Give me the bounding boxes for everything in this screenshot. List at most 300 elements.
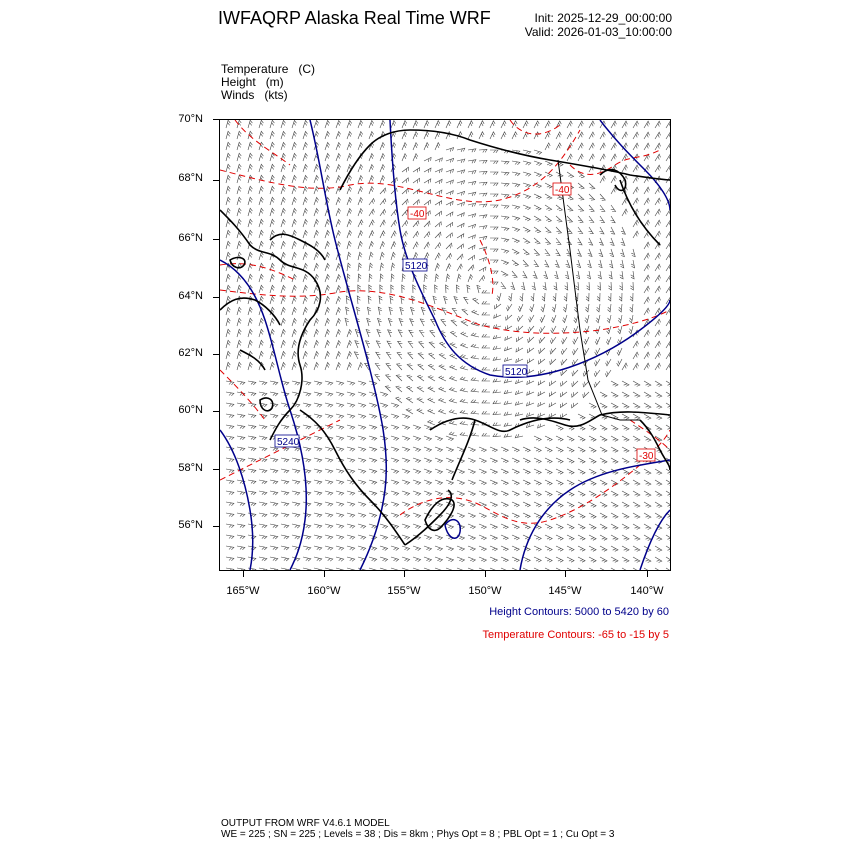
wind-barb: [314, 502, 322, 506]
wind-barb: [493, 401, 501, 404]
wind-barb: [369, 165, 374, 173]
wind-barb: [666, 308, 670, 315]
wind-barb: [424, 143, 429, 150]
wind-barb: [402, 425, 410, 430]
wind-barb: [430, 331, 435, 337]
wind-barb: [292, 351, 297, 359]
wind-barb: [450, 343, 457, 348]
wind-barb: [413, 242, 418, 249]
wind-barb: [292, 469, 300, 473]
wind-barb: [589, 546, 596, 551]
wind-barb: [556, 568, 563, 570]
wind-barb: [531, 293, 534, 301]
wind-barb: [369, 263, 373, 271]
wind-barb: [622, 546, 629, 551]
wind-barb: [325, 153, 330, 161]
wind-barb: [644, 392, 651, 398]
wind-barb: [270, 296, 274, 304]
wind-barb: [534, 205, 541, 210]
wind-barb: [325, 447, 333, 451]
variable-temperature: Temperature (C): [221, 62, 316, 76]
wind-barb: [655, 264, 661, 271]
wind-barb: [611, 568, 618, 570]
wind-barb: [544, 271, 548, 279]
wind-barb: [556, 238, 561, 244]
wind-barb: [629, 315, 633, 323]
wind-barb: [391, 414, 399, 419]
wind-barb: [545, 524, 552, 529]
wind-barb: [347, 143, 352, 151]
wind-barb: [611, 458, 618, 463]
wind-barb: [666, 143, 670, 150]
wind-barb: [472, 310, 479, 315]
wind-barb: [501, 557, 508, 562]
wind-barb: [457, 181, 465, 185]
wind-barb: [347, 403, 355, 407]
wind-barb: [396, 397, 402, 403]
wind-barb: [347, 274, 350, 282]
wind-barb: [336, 414, 344, 418]
wind-barb: [281, 351, 286, 359]
wind-barb: [482, 323, 490, 326]
wind-barb: [402, 557, 410, 562]
wind-barb: [567, 469, 574, 474]
wind-barb: [439, 398, 447, 403]
wind-barb: [347, 241, 351, 249]
wind-barb: [567, 458, 574, 463]
wind-barb: [539, 326, 545, 333]
wind-barb: [303, 120, 308, 128]
wind-barb: [325, 414, 333, 418]
wind-barb: [578, 535, 585, 540]
wind-barb: [611, 425, 618, 430]
wind-barb: [534, 161, 542, 166]
wind-barb: [380, 143, 385, 151]
wind-barb: [622, 121, 627, 128]
wind-barb: [248, 153, 252, 161]
wind-barb: [619, 282, 622, 290]
wind-barb: [532, 282, 536, 290]
axis-tick: [213, 411, 219, 412]
wind-barb: [380, 242, 385, 250]
wind-barb: [281, 252, 286, 260]
wind-barb: [622, 363, 627, 370]
wind-barb: [402, 535, 410, 540]
wind-barb: [347, 341, 352, 349]
height-contour-legend: Height Contours: 5000 to 5420 by 60: [489, 606, 669, 618]
wind-barb: [292, 458, 300, 462]
wind-barb: [259, 491, 267, 495]
model-info: [221, 818, 614, 840]
wind-barb: [477, 285, 481, 293]
wind-barb: [314, 318, 319, 326]
wind-barb: [633, 392, 640, 397]
wind-barb: [358, 165, 363, 173]
wind-barb: [666, 392, 670, 398]
wind-barb: [545, 513, 552, 518]
wind-barb: [545, 161, 552, 166]
wind-barb: [270, 524, 278, 528]
axis-tick: [213, 526, 219, 527]
wind-barb: [457, 148, 465, 152]
wind-barb: [347, 132, 352, 140]
wind-barb: [259, 197, 263, 205]
wind-barb: [259, 351, 263, 359]
wind-barb: [490, 282, 498, 285]
wind-barb: [567, 524, 574, 529]
wind-barb: [369, 176, 374, 184]
wind-barb: [413, 178, 420, 183]
wind-barb: [424, 132, 429, 139]
wind-barb: [556, 436, 563, 441]
wind-barb: [611, 154, 616, 161]
wind-barb: [551, 326, 556, 333]
wind-barb: [588, 238, 593, 245]
wind-barb: [358, 274, 361, 282]
wind-barb: [292, 513, 300, 517]
wind-barb: [577, 260, 581, 268]
wind-barb: [325, 535, 333, 539]
wind-barb: [270, 131, 274, 139]
wind-barb: [303, 340, 308, 348]
wind-barb: [482, 356, 490, 359]
wind-barb: [270, 219, 274, 227]
wind-barb: [567, 132, 572, 139]
wind-barb: [303, 285, 308, 293]
wind-barb: [336, 341, 341, 349]
wind-barb: [622, 480, 629, 485]
wind-barb: [314, 219, 319, 227]
wind-barb: [611, 491, 618, 496]
wind-barb: [237, 414, 245, 418]
wind-barb: [386, 364, 391, 370]
wind-barb: [413, 436, 421, 441]
wind-barb: [515, 390, 523, 394]
wind-barb: [655, 568, 662, 570]
map-plot-area: [219, 119, 671, 571]
wind-barb: [655, 546, 662, 552]
wind-barb: [347, 231, 352, 239]
wind-barb: [468, 181, 476, 185]
wind-barb: [457, 191, 465, 195]
wind-barb: [439, 387, 446, 392]
wind-barb: [314, 403, 322, 407]
wind-barb: [358, 176, 363, 184]
wind-barb: [226, 403, 234, 407]
wind-barb: [400, 307, 404, 315]
wind-barb: [578, 121, 583, 128]
wind-barb: [325, 230, 330, 238]
wind-barb: [457, 159, 465, 163]
wind-barb: [610, 216, 615, 223]
wind-barb: [527, 380, 534, 385]
wind-barb: [544, 260, 549, 267]
wind-barb: [468, 535, 475, 540]
wind-barb: [325, 362, 330, 370]
wind-barb: [596, 315, 600, 323]
wind-barb: [512, 480, 519, 485]
wind-barb: [387, 341, 392, 348]
wind-barb: [237, 546, 245, 550]
lat-label-70n: 70°N: [178, 113, 203, 125]
wind-barb: [259, 131, 263, 139]
wind-barb: [270, 480, 278, 484]
wind-barb: [622, 447, 629, 452]
wind-barb: [490, 557, 497, 562]
wind-barb: [600, 458, 607, 463]
wind-barb: [226, 458, 234, 462]
wind-barb: [523, 480, 530, 485]
wind-barb: [435, 546, 443, 551]
wind-barb: [490, 205, 498, 208]
wind-barb: [366, 341, 371, 348]
wind-barb: [666, 557, 670, 563]
wind-barb: [336, 143, 341, 151]
wind-barb: [457, 244, 463, 249]
wind-barb: [237, 340, 241, 348]
wind-barb: [504, 401, 512, 405]
wind-barb: [468, 480, 475, 485]
variable-height: Height (m): [221, 75, 284, 89]
wind-barb: [270, 197, 274, 205]
height-contours: [220, 120, 670, 570]
wind-barb: [314, 557, 322, 561]
wind-barb: [644, 414, 651, 420]
wind-barb: [512, 249, 519, 254]
wind-barb: [567, 557, 574, 562]
wind-barb: [226, 120, 230, 128]
wind-barb: [292, 252, 297, 260]
wind-barb: [622, 502, 629, 507]
wind-barb: [622, 535, 629, 540]
wind-barb: [380, 231, 385, 238]
wind-barb: [402, 491, 410, 496]
wind-barb: [259, 252, 263, 260]
wind-barb: [237, 491, 245, 495]
wind-barb: [655, 502, 662, 508]
wind-barb: [468, 513, 475, 518]
height-contour: [390, 120, 670, 377]
wind-barb: [413, 189, 419, 194]
wind-barb: [589, 513, 596, 518]
wind-barb: [523, 249, 529, 255]
wind-barb: [600, 154, 605, 161]
wind-barb: [226, 557, 234, 561]
wind-barb: [584, 337, 589, 344]
wind-barb: [358, 392, 366, 396]
coastline-pws: [520, 412, 670, 426]
wind-barb: [493, 368, 501, 371]
wind-barb: [347, 458, 355, 462]
wind-barb: [655, 220, 661, 227]
wind-barb: [504, 357, 512, 361]
wind-barb: [270, 557, 278, 561]
wind-barb: [556, 524, 563, 529]
wind-barb: [399, 319, 403, 326]
wind-barb: [534, 557, 541, 562]
wind-barb: [417, 398, 424, 403]
wind-barb: [433, 296, 437, 304]
wind-barb: [586, 293, 589, 301]
wind-barb: [446, 243, 452, 249]
wind-barb: [380, 285, 383, 293]
wind-barb: [534, 260, 539, 267]
wind-barb: [479, 458, 486, 463]
wind-barb: [473, 298, 479, 304]
wind-barb: [259, 285, 263, 293]
wind-barb: [644, 121, 650, 128]
temperature-contour: [510, 120, 560, 134]
wind-barb: [556, 132, 561, 139]
wind-barb: [347, 381, 355, 385]
wind-barb: [369, 568, 377, 570]
wind-barb: [460, 377, 468, 381]
wind-barb: [402, 167, 409, 172]
wind-barb: [633, 524, 640, 529]
wind-barb: [655, 341, 661, 348]
wind-barb: [534, 436, 541, 441]
wind-barb: [376, 352, 381, 359]
wind-barb: [589, 447, 596, 452]
wind-barb: [512, 513, 519, 518]
wind-barb: [479, 257, 487, 261]
wind-barb: [336, 480, 344, 484]
wind-barb: [446, 121, 451, 128]
wind-barb: [655, 381, 662, 387]
wind-barb: [303, 219, 308, 227]
wind-barb: [347, 263, 351, 271]
wind-barb: [621, 227, 625, 234]
wind-barb: [655, 480, 662, 486]
wind-barb: [572, 348, 578, 355]
wind-barb: [391, 403, 399, 408]
wind-barb: [369, 187, 374, 195]
wind-barb: [550, 348, 556, 354]
wind-barb: [303, 447, 311, 451]
wind-barb: [457, 170, 465, 174]
wind-barb: [237, 362, 241, 370]
model-config: WE = 225 ; SN = 225 ; Levels = 38 ; Dis = 8km ; Phys Opt = 8 ; PBL Opt = 1 ; Cu Opt = 3: [221, 829, 615, 840]
wind-barb: [402, 414, 410, 419]
wind-barb: [446, 447, 454, 452]
wind-barb: [655, 352, 661, 359]
wind-barb: [248, 381, 256, 385]
wind-barb: [259, 274, 263, 282]
wind-barb: [292, 186, 297, 194]
wind-barb: [493, 412, 501, 415]
wind-barb: [428, 420, 435, 425]
wind-barb: [461, 343, 469, 348]
wind-barb: [402, 469, 410, 474]
wind-barb: [402, 447, 410, 452]
wind-barb: [226, 318, 230, 326]
height-label: 5120: [505, 367, 528, 378]
wind-barb: [622, 414, 629, 419]
wind-barb: [611, 502, 618, 507]
wind-barb: [303, 425, 311, 429]
wind-barb: [556, 425, 563, 430]
wind-barb: [368, 296, 371, 304]
wind-barb: [666, 341, 670, 348]
wind-barb: [413, 200, 419, 205]
wind-barb: [270, 120, 274, 128]
wind-barb: [595, 337, 600, 344]
wind-barb: [644, 275, 650, 282]
wind-barb: [314, 480, 322, 484]
wind-barb: [490, 546, 497, 551]
wind-barb: [424, 221, 430, 227]
wind-barb: [226, 381, 234, 385]
wind-barb: [527, 413, 535, 417]
wind-barb: [644, 330, 650, 337]
wind-barb: [508, 293, 512, 301]
wind-barb: [347, 352, 352, 360]
wind-barb: [358, 241, 363, 249]
wind-barb: [572, 403, 578, 408]
wind-barb: [577, 238, 582, 245]
lat-label-68n: 68°N: [178, 172, 203, 184]
wind-barb: [391, 263, 395, 271]
temperature-contour: [220, 264, 295, 280]
wind-barb: [589, 227, 594, 234]
wind-barb: [314, 524, 322, 528]
wind-barb: [457, 557, 465, 562]
wind-barb: [358, 535, 366, 539]
wind-barb: [523, 194, 531, 199]
wind-barb: [237, 381, 245, 385]
wind-barb: [435, 143, 440, 150]
wind-barb: [578, 546, 585, 551]
wind-barb: [281, 142, 286, 150]
wind-barb: [270, 362, 274, 370]
wind-barb: [572, 370, 578, 376]
wind-barb: [402, 568, 410, 570]
wind-barb: [550, 337, 556, 344]
wind-barb: [336, 275, 341, 283]
wind-barb: [355, 341, 359, 348]
wind-barb: [493, 390, 501, 393]
wind-barb: [402, 199, 408, 205]
wind-barb: [633, 557, 640, 562]
wind-barb: [534, 546, 541, 551]
wind-barb: [589, 524, 596, 529]
wind-barb: [666, 524, 670, 530]
wind-barb: [666, 330, 670, 337]
wind-barb: [259, 392, 267, 396]
wind-barb: [314, 329, 319, 337]
wind-barb: [468, 224, 476, 228]
wind-barb: [527, 391, 534, 395]
wind-barb: [589, 568, 596, 570]
wind-barb: [479, 491, 486, 496]
wind-barb: [226, 285, 230, 293]
wind-barb: [583, 381, 589, 387]
wind-barb: [449, 399, 457, 403]
wind-barb: [501, 568, 508, 570]
wind-barb: [270, 153, 274, 161]
wind-barb: [534, 568, 541, 570]
wind-barb: [369, 209, 375, 216]
wind-barb: [644, 308, 650, 315]
wind-barb: [482, 367, 490, 370]
wind-barb: [325, 546, 333, 550]
wind-barb: [428, 387, 435, 392]
wind-barb: [512, 568, 519, 570]
wind-barb: [237, 403, 245, 407]
wind-barb: [259, 153, 263, 161]
wind-barb: [589, 121, 594, 128]
wind-barb: [303, 307, 308, 315]
